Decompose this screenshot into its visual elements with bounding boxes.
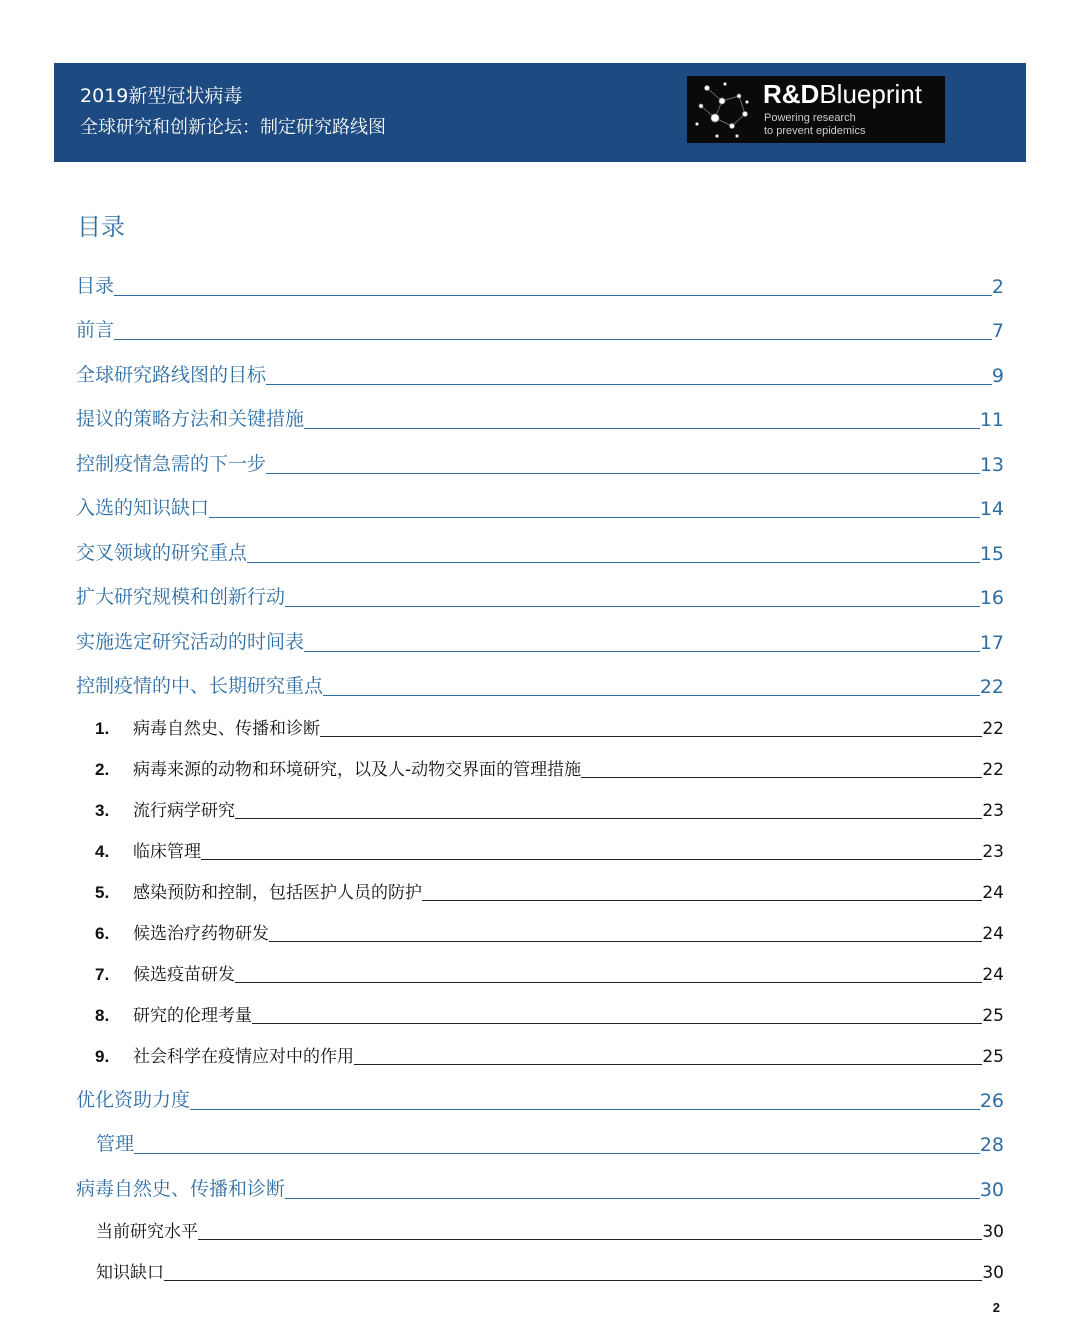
leader-line bbox=[201, 859, 982, 860]
toc-entry[interactable] bbox=[76, 432, 1004, 477]
leader-line bbox=[304, 428, 980, 429]
entry-label: 优化资助力度 bbox=[76, 1088, 191, 1111]
entry-label: 临床管理 bbox=[133, 842, 201, 862]
toc-entry[interactable] bbox=[76, 699, 1004, 740]
entry-label: 病毒自然史、传播和诊断 bbox=[133, 719, 320, 739]
entry-number: 8. bbox=[95, 1006, 110, 1025]
leader-line bbox=[134, 1153, 980, 1154]
entry-number: 5. bbox=[95, 883, 110, 902]
leader-line bbox=[235, 818, 982, 819]
entry-page: 22 bbox=[982, 719, 1004, 739]
leader-line bbox=[209, 517, 980, 518]
header-title: 2019新型冠状病毒 bbox=[80, 85, 243, 107]
entry-number: 6. bbox=[95, 924, 110, 943]
leader-line bbox=[422, 900, 982, 901]
toc-heading: 目录 bbox=[77, 213, 125, 241]
toc-entry[interactable] bbox=[76, 1157, 1004, 1202]
entry-label: 流行病学研究 bbox=[133, 801, 235, 821]
toc-entry[interactable] bbox=[76, 343, 1004, 388]
entry-page: 30 bbox=[982, 1221, 1004, 1242]
entry-page: 25 bbox=[982, 1006, 1004, 1026]
header-banner bbox=[54, 63, 1026, 162]
toc-entry[interactable] bbox=[76, 1113, 1004, 1158]
leader-line bbox=[190, 1109, 980, 1110]
toc-entry[interactable] bbox=[76, 945, 1004, 986]
header-subtitle: 全球研究和创新论坛：制定研究路线图 bbox=[80, 117, 386, 138]
entry-page: 9 bbox=[991, 364, 1004, 387]
leader-line bbox=[320, 736, 982, 737]
entry-number: 1. bbox=[95, 719, 110, 738]
leader-line bbox=[285, 1198, 980, 1199]
toc-entry[interactable] bbox=[76, 904, 1004, 945]
entry-label: 控制疫情急需的下一步 bbox=[76, 452, 267, 475]
entry-label: 目录 bbox=[76, 274, 115, 297]
entry-number: 4. bbox=[95, 842, 110, 861]
entry-page: 14 bbox=[979, 498, 1004, 520]
page-number: 2 bbox=[992, 1300, 1000, 1315]
toc-entry[interactable] bbox=[76, 740, 1004, 781]
entry-label: 感染预防和控制，包括医护人员的防护 bbox=[133, 883, 422, 903]
entry-number: 7. bbox=[95, 965, 110, 984]
entry-page: 15 bbox=[979, 542, 1004, 565]
entry-label: 当前研究水平 bbox=[96, 1221, 198, 1242]
entry-label: 候选疫苗研发 bbox=[133, 965, 235, 985]
entry-page: 28 bbox=[979, 1134, 1004, 1156]
entry-label: 入选的知识缺口 bbox=[76, 497, 210, 519]
rd-blueprint-logo: R&DBlueprint Powering research to prevent epidemics bbox=[687, 76, 945, 143]
toc-entry[interactable] bbox=[76, 388, 1004, 433]
entry-label: 知识缺口 bbox=[96, 1262, 164, 1283]
entry-label: 前言 bbox=[76, 319, 115, 341]
toc-entry[interactable] bbox=[76, 655, 1004, 700]
entry-page: 30 bbox=[979, 1178, 1004, 1201]
entry-page: 23 bbox=[982, 801, 1004, 821]
entry-page: 16 bbox=[979, 587, 1004, 609]
entry-page: 17 bbox=[979, 631, 1004, 654]
leader-line bbox=[252, 1023, 982, 1024]
leader-line bbox=[198, 1239, 982, 1240]
entry-page: 23 bbox=[982, 842, 1004, 862]
entry-label: 病毒自然史、传播和诊断 bbox=[76, 1177, 286, 1200]
leader-line bbox=[285, 606, 980, 607]
entry-page: 22 bbox=[979, 676, 1004, 698]
leader-line bbox=[266, 384, 992, 385]
entry-label: 管理 bbox=[96, 1133, 135, 1155]
entry-label: 研究的伦理考量 bbox=[133, 1006, 252, 1026]
toc-entry[interactable] bbox=[76, 610, 1004, 655]
leader-line bbox=[304, 651, 980, 652]
leader-line bbox=[247, 562, 980, 563]
toc-entry[interactable] bbox=[76, 781, 1004, 822]
entry-page: 13 bbox=[979, 453, 1004, 476]
entry-page: 24 bbox=[982, 965, 1004, 985]
entry-page: 25 bbox=[982, 1047, 1004, 1067]
entry-page: 24 bbox=[982, 924, 1004, 944]
leader-line bbox=[235, 982, 982, 983]
toc-entry[interactable] bbox=[76, 822, 1004, 863]
toc-entry[interactable] bbox=[76, 1027, 1004, 1068]
entry-label: 扩大研究规模和创新行动 bbox=[76, 586, 286, 608]
entry-page: 7 bbox=[991, 320, 1004, 342]
entry-page: 22 bbox=[982, 760, 1004, 780]
entry-number: 3. bbox=[95, 801, 110, 820]
leader-line bbox=[164, 1280, 982, 1281]
entry-label: 实施选定研究活动的时间表 bbox=[76, 630, 305, 653]
entry-page: 11 bbox=[979, 409, 1004, 431]
entry-page: 26 bbox=[979, 1089, 1004, 1112]
leader-line bbox=[114, 339, 992, 340]
entry-label: 控制疫情的中、长期研究重点 bbox=[76, 675, 324, 697]
leader-line bbox=[114, 295, 992, 296]
table-of-contents bbox=[76, 254, 1004, 1284]
entry-label: 社会科学在疫情应对中的作用 bbox=[133, 1047, 354, 1067]
leader-line bbox=[354, 1064, 982, 1065]
toc-entry[interactable] bbox=[76, 299, 1004, 344]
entry-number: 2. bbox=[95, 760, 110, 779]
entry-page: 24 bbox=[982, 883, 1004, 903]
leader-line bbox=[269, 941, 982, 942]
entry-label: 病毒来源的动物和环境研究，以及人-动物交界面的管理措施 bbox=[133, 760, 582, 780]
entry-label: 全球研究路线图的目标 bbox=[76, 363, 267, 386]
toc-entry[interactable] bbox=[76, 566, 1004, 611]
toc-entry[interactable] bbox=[76, 254, 1004, 299]
entry-label: 候选治疗药物研发 bbox=[133, 924, 269, 944]
toc-entry[interactable] bbox=[76, 477, 1004, 522]
entry-page: 2 bbox=[991, 275, 1004, 298]
toc-entry[interactable] bbox=[76, 1202, 1004, 1243]
entry-label: 提议的策略方法和关键措施 bbox=[76, 408, 305, 430]
leader-line bbox=[323, 695, 980, 696]
network-globe-icon bbox=[687, 76, 757, 143]
toc-entry[interactable] bbox=[76, 986, 1004, 1027]
entry-page: 30 bbox=[982, 1262, 1004, 1283]
toc-entry[interactable] bbox=[76, 863, 1004, 904]
entry-label: 交叉领域的研究重点 bbox=[76, 541, 248, 564]
toc-entry[interactable] bbox=[76, 1068, 1004, 1113]
toc-entry[interactable] bbox=[76, 521, 1004, 566]
leader-line bbox=[581, 777, 982, 778]
toc-entry[interactable] bbox=[76, 1243, 1004, 1284]
entry-number: 9. bbox=[95, 1047, 110, 1066]
leader-line bbox=[266, 473, 980, 474]
